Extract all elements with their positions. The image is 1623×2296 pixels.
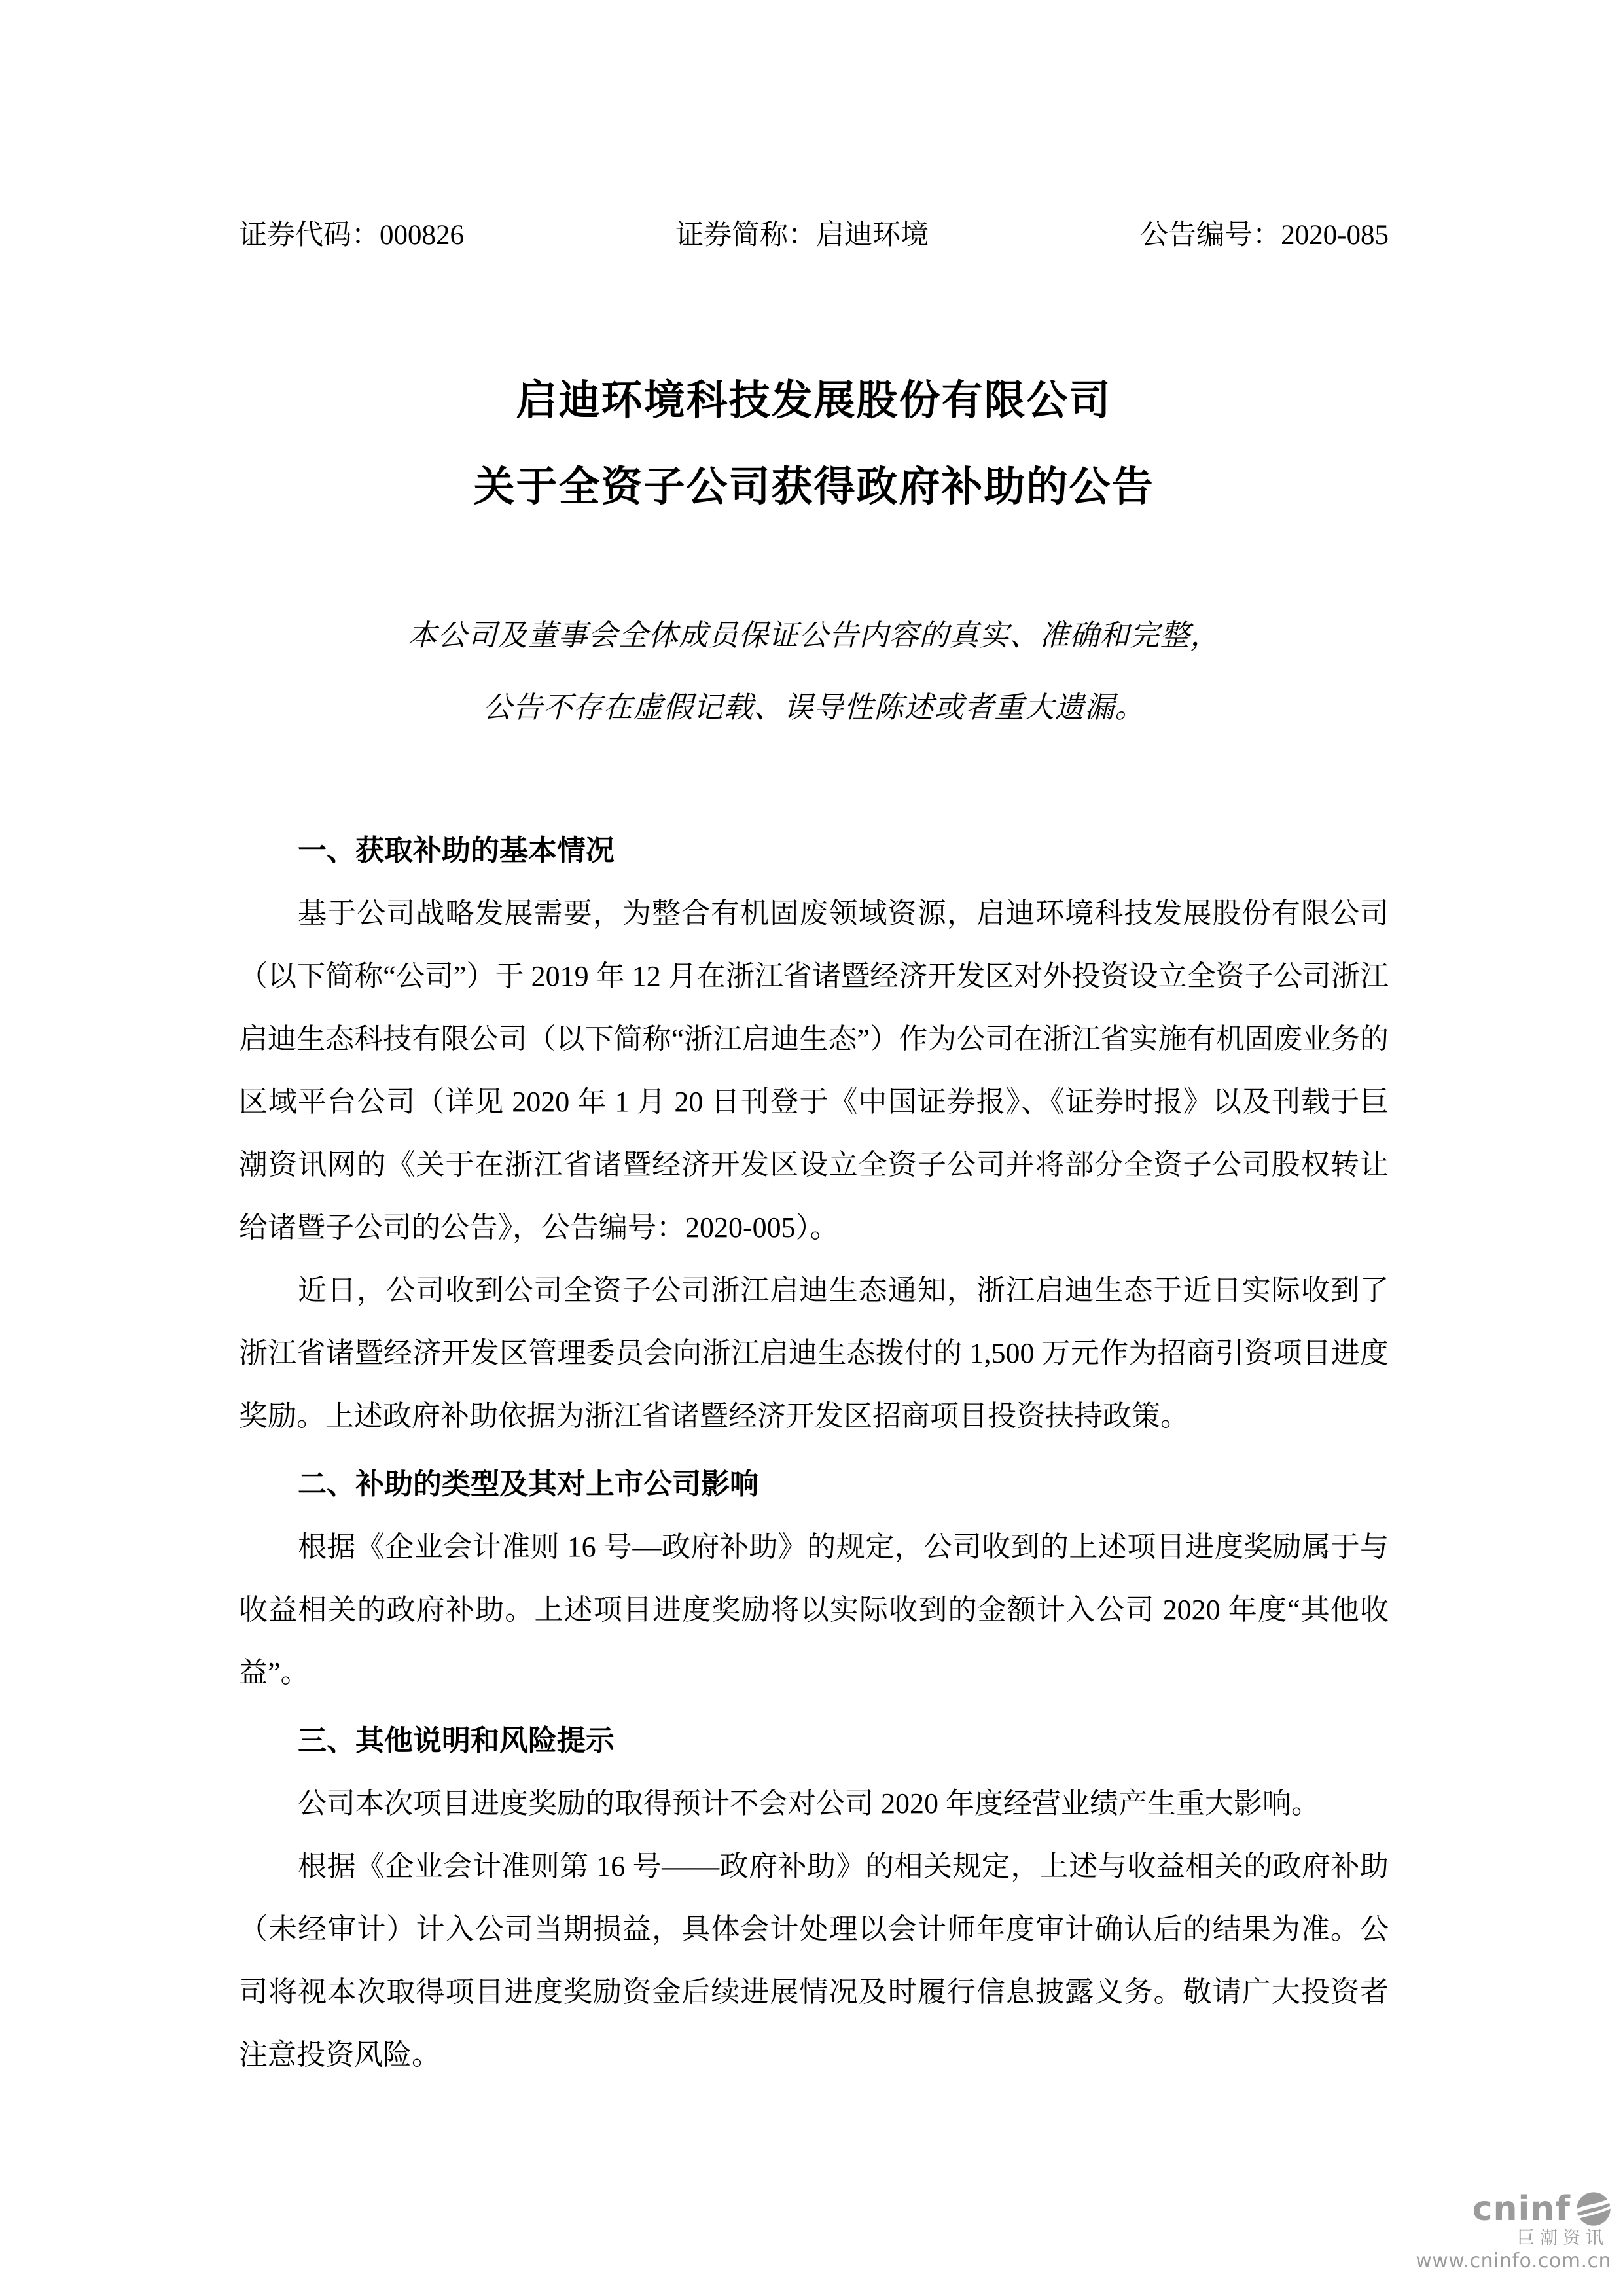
section-1-paragraph-2: 近日，公司收到公司全资子公司浙江启迪生态通知，浙江启迪生态于近日实际收到了浙江省诸暨经济开发区管理委员会向浙江启迪生态拨付的 1,500 万元作为招商引资项目进度奖励。上述政府补助依据为浙江省诸暨经济开发区招商项目投资扶持政策。: [239, 1274, 1389, 1432]
section-2-paragraph-1: 根据《企业会计准则 16 号—政府补助》的规定，公司收到的上述项目进度奖励属于与收益相关的政府补助。上述项目进度奖励将以实际收到的金额计入公司 2020 年度“其他收益”。: [239, 1531, 1389, 1689]
cninfo-website-url: www.cninfo.com.cn: [1416, 2250, 1611, 2272]
declaration-line-1: 本公司及董事会全体成员保证公告内容的真实、准确和完整，: [407, 619, 1221, 652]
cninfo-watermark: [1416, 2191, 1611, 2271]
declaration-line-2: 公告不存在虚假记载、误导性陈述或者重大遗漏。: [482, 691, 1145, 724]
section-1-heading: 一、获取补助的基本情况: [298, 834, 615, 867]
announcement-number: 公告编号：2020-085: [1140, 220, 1389, 251]
section-basic-situation: [239, 819, 1389, 1448]
section-2-heading: 二、补助的类型及其对上市公司影响: [298, 1467, 758, 1501]
section-other-notes-risk: [239, 1710, 1389, 2087]
stock-code: 证券代码：000826: [239, 220, 464, 251]
stock-name: 证券简称：启迪环境: [675, 220, 929, 251]
section-3-paragraph-2: 根据《企业会计准则第 16 号——政府补助》的相关规定，上述与收益相关的政府补助（未经审计）计入公司当期损益，具体会计处理以会计师年度审计确认后的结果为准。公司将视本次取得项目进度奖励资金后续进展情况及时履行信息披露义务。敬请广大投资者注意投资风险。: [239, 1850, 1389, 2071]
cninfo-logo-row: [1416, 2191, 1611, 2227]
document-title: [239, 357, 1389, 530]
cninfo-globe-icon: [1576, 2191, 1611, 2227]
cninfo-logo-text: cninf: [1472, 2189, 1571, 2229]
title-line-2: 关于全资子公司获得政府补助的公告: [473, 463, 1154, 511]
section-1-paragraph-1: 基于公司战略发展需要，为整合有机固废领域资源，启迪环境科技发展股份有限公司（以下简称“公司”）于 2019 年 12 月在浙江省诸暨经济开发区对外投资设立全资子公司浙江启迪生态科技有限公司（以下简称“浙江启迪生态”）作为公司在浙江省实施有机固废业务的区域平台公司（详见 2020 年 1 月 20 日刊登于《中国证券报》、《证券时报》以及刊载于巨潮资讯网的《关于在浙江省诸暨经济开发区设立全资子公司并将部分全资子公司股权转让给诸暨子公司的公告》，公告编号：2020-005）。: [239, 897, 1389, 1244]
document-body: [239, 819, 1389, 2087]
section-3-heading: 三、其他说明和风险提示: [298, 1724, 615, 1757]
title-line-1: 启迪环境科技发展股份有限公司: [516, 376, 1112, 424]
section-3-paragraph-1: 公司本次项目进度奖励的取得预计不会对公司 2020 年度经营业绩产生重大影响。: [298, 1787, 1320, 1820]
cninfo-logo-chinese: 巨潮资讯: [1517, 2228, 1609, 2248]
board-declaration: [239, 600, 1389, 744]
section-subsidy-type-impact: [239, 1453, 1389, 1704]
document-header: [239, 217, 1389, 254]
